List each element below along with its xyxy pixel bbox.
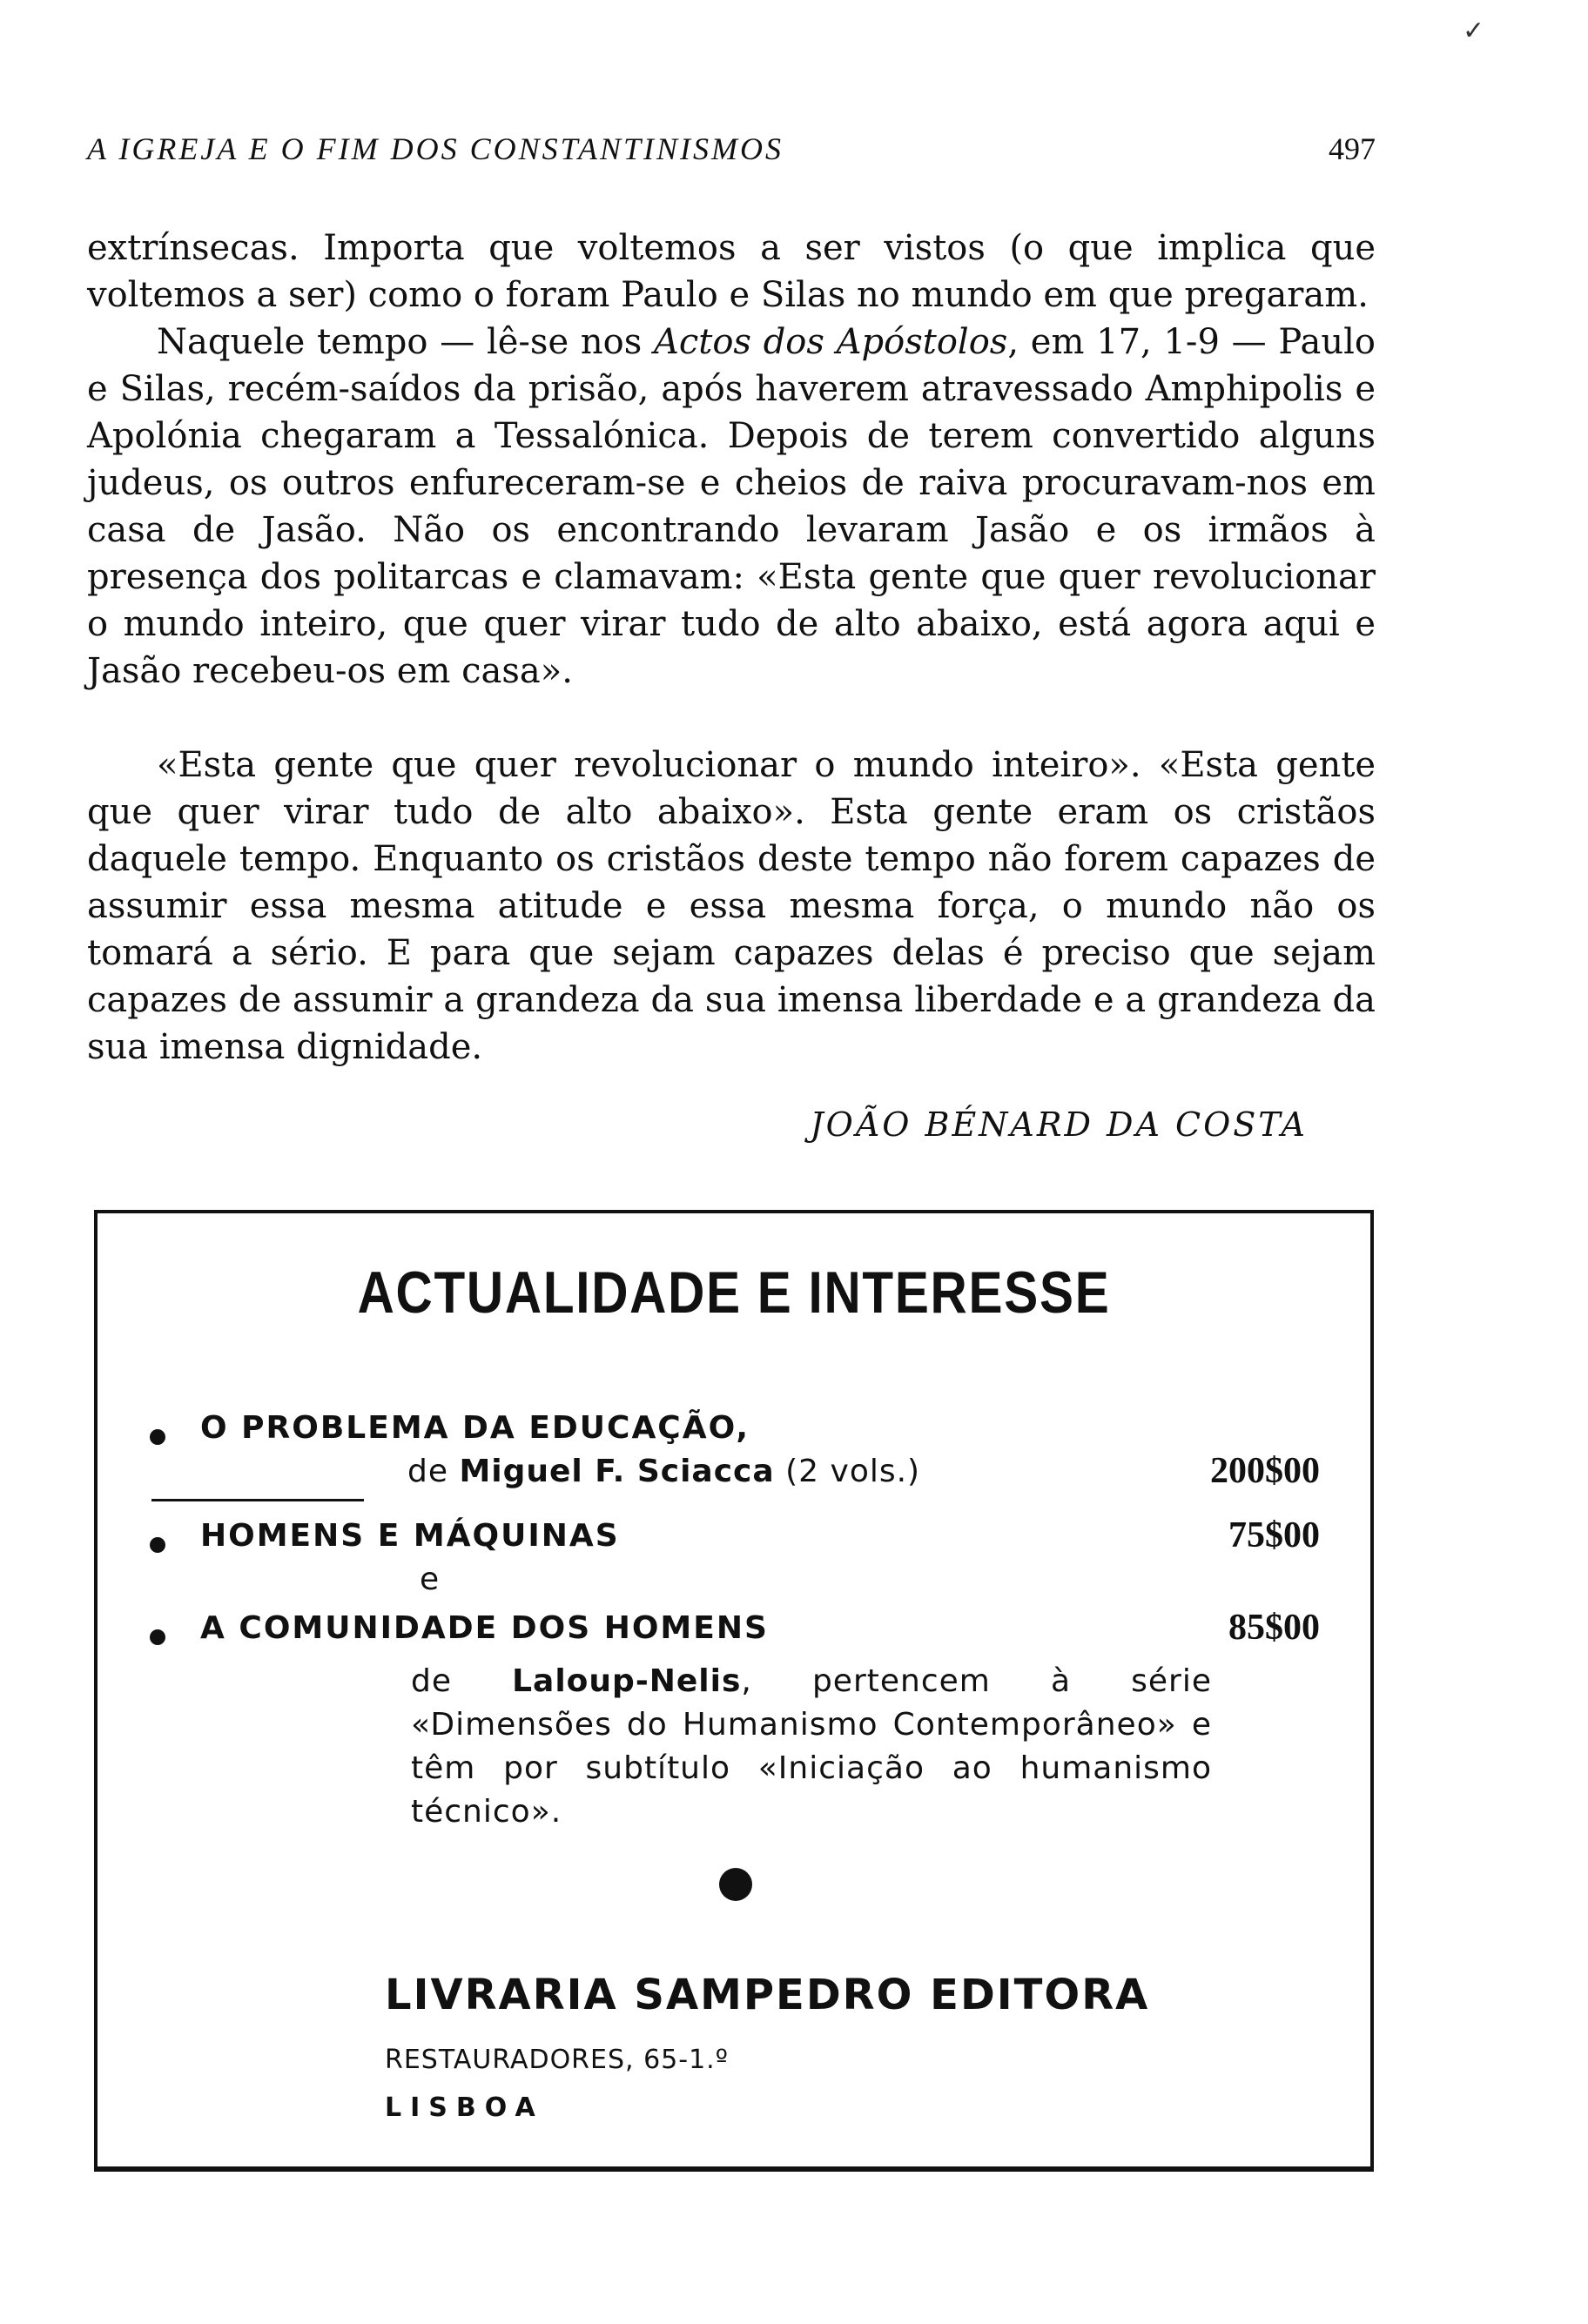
advertisement-box [94, 1210, 1374, 2172]
author-signature: JOÃO BÉNARD DA COSTA [810, 1105, 1308, 1144]
item-sub-author: Miguel F. Sciacca [459, 1454, 775, 1489]
ad-title: ACTUALIDADE E INTERESSE [357, 1259, 1111, 1326]
item-title-educacao: O PROBLEMA DA EDUCAÇÃO, [200, 1410, 750, 1446]
item-title-homens-maquinas: HOMENS E MÁQUINAS [200, 1518, 620, 1554]
desc-author: Laloup-Nelis [512, 1663, 742, 1699]
item-description [411, 1660, 1212, 1834]
running-head [87, 131, 1376, 183]
item-title-comunidade: A COMUNIDADE DOS HOMENS [200, 1610, 769, 1646]
publisher-address: RESTAURADORES, 65-1.º [385, 2045, 729, 2075]
publisher-city: LISBOA [385, 2092, 544, 2123]
article-body [87, 225, 1376, 1071]
divider [151, 1499, 364, 1501]
dot-ornament-icon [719, 1868, 752, 1901]
page-number: 497 [1329, 131, 1376, 166]
running-title: A IGREJA E O FIM DOS CONSTANTINISMOS [87, 131, 784, 166]
bullet-icon [150, 1429, 165, 1445]
handwritten-check-mark: ✓ [1463, 17, 1485, 45]
bullet-icon [150, 1629, 165, 1645]
bullet-icon [150, 1537, 165, 1553]
paragraph-2-start: Naquele tempo — lê-se nos [157, 322, 654, 362]
item-sub-suffix: (2 vols.) [774, 1454, 921, 1489]
connector-text: e [420, 1562, 441, 1597]
paragraph-1: extrínsecas. Importa que voltemos a ser vistos (o que implica que voltemos a ser) como o foram Paulo e Silas no mundo em que pregaram. [87, 228, 1376, 315]
paragraph-2-rest: , em 17, 1-9 — Paulo e Silas, recém-saídos da prisão, após haverem atravessado Amphipolis e Apolónia chegaram a Tessalónica. Depois de terem convertido alguns judeus, os outros enfureceram-se e cheios de raiva procuravam-nos em casa de Jasão. Não os encontrando levaram Jasão e os irmãos à presença dos politarcas e clamavam: «Esta gente que quer revolucionar o mundo inteiro, que quer virar tudo de alto abaixo, está agora aqui e Jasão recebeu-os em casa». [87, 322, 1376, 691]
paragraph-2 [87, 319, 1376, 695]
paragraph-3: «Esta gente que quer revolucionar o mundo inteiro». «Esta gente que quer virar tudo de alto abaixo». Esta gente eram os cristãos daquele tempo. Enquanto os cristãos deste tempo não forem capazes de assumir essa mesma atitude e essa mesma força, o mundo não os tomará a sério. E para que sejam capazes delas é preciso que sejam capazes de assumir a grandeza da sua imensa liberdade e a grandeza da sua imensa dignidade. [87, 745, 1376, 1067]
book-title: Actos dos Apóstolos [653, 322, 1008, 362]
desc-prefix: de [411, 1663, 513, 1699]
publisher-name: LIVRARIA SAMPEDRO EDITORA [385, 1971, 1150, 2019]
item-price-comunidade: 85$00 [1228, 1608, 1320, 1648]
item-subtitle-educacao [407, 1454, 920, 1489]
item-sub-prefix: de [407, 1454, 460, 1489]
item-price-homens-maquinas: 75$00 [1228, 1515, 1320, 1555]
desc-rest: , pertencem à série «Dimensões do Humanismo Contemporâneo» e têm por subtítulo «Iniciação ao humanismo técnico». [411, 1663, 1212, 1830]
item-price-educacao: 200$00 [1210, 1451, 1320, 1491]
